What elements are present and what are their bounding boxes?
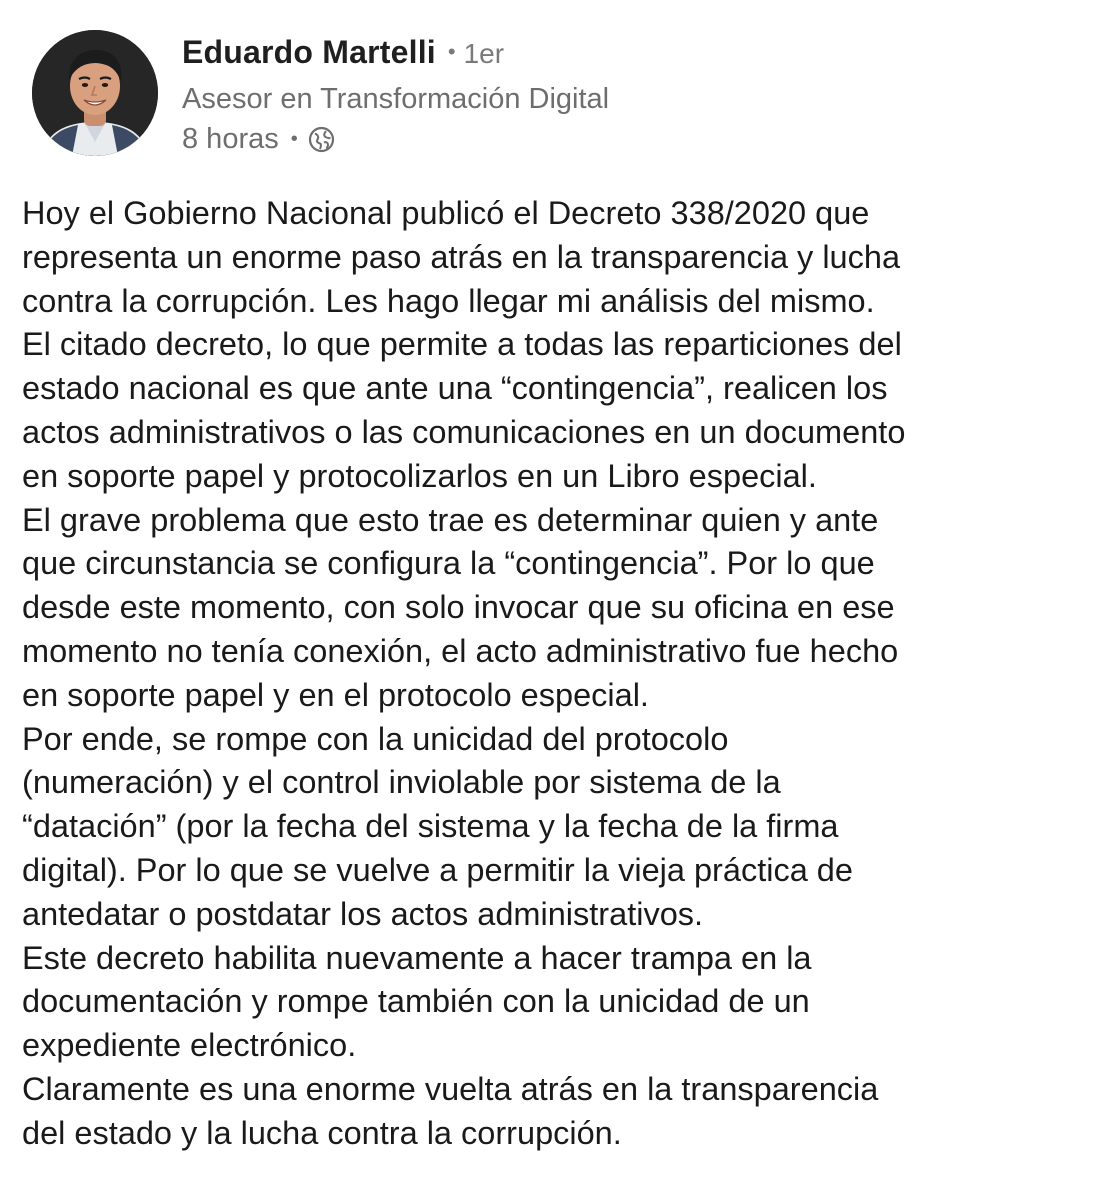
post-header	[182, 34, 1062, 159]
connection-degree: 1er	[463, 38, 505, 69]
avatar[interactable]	[32, 30, 158, 156]
name-line	[182, 34, 1062, 78]
post-paragraph: Claramente es una enorme vuelta atrás en la transparencia del estado y la lucha contra la corrupción.	[22, 1070, 879, 1151]
globe-icon	[308, 126, 335, 153]
author-headline: Asesor en Transformación Digital	[182, 83, 610, 115]
author-name[interactable]: Eduardo Martelli	[182, 34, 436, 70]
post-paragraph: Por ende, se rompe con la unicidad del protocolo (numeración) y el control inviolable por sistema de la “datación” (por la fecha del sistema y la fecha de la firma digital). Por lo que se vuelve a permitir la vieja práctica de antedatar o postdatar los actos administrativos.	[22, 720, 853, 932]
post-timestamp: 8 horas	[182, 122, 279, 155]
post-paragraph: Este decreto habilita nuevamente a hacer trampa en la documentación y rompe también con la unicidad de un expediente electrónico.	[22, 939, 812, 1064]
post-meta	[182, 119, 1062, 159]
post-paragraph: Hoy el Gobierno Nacional publicó el Decreto 338/2020 que representa un enorme paso atrás en la transparencia y lucha contra la corrupción. Les hago llegar mi análisis del mismo.	[22, 195, 901, 319]
post-paragraph: El grave problema que esto trae es determinar quien y ante que circunstancia se configura la “contingencia”. Por lo que desde este momento, con solo invocar que su oficina en ese momento no tenía conexión, el acto administrativo fue hecho en soporte papel y en el protocolo especial.	[22, 501, 899, 713]
meta-separator: •	[290, 127, 298, 150]
post-body	[22, 192, 1082, 1156]
name-separator: •	[447, 39, 456, 64]
profile-photo-icon	[32, 30, 158, 156]
post-paragraph: El citado decreto, lo que permite a todas las reparticiones del estado nacional es que ante una “contingencia”, realicen los actos administrativos o las comunicaciones en un documento en soporte papel y protocolizarlos en un Libro especial.	[22, 326, 906, 494]
